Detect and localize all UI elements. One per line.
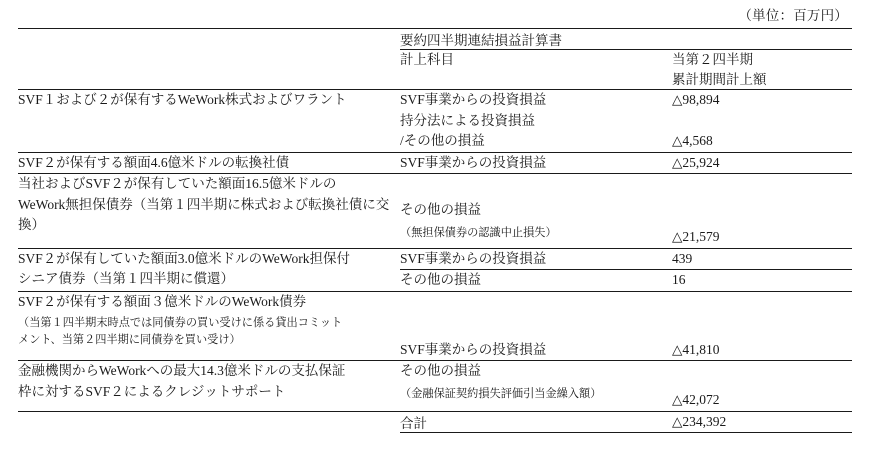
row-subject-line: SVF１および２が保有するWeWork株式およびワラント (18, 92, 347, 108)
row-amount: △25,924 (672, 152, 852, 174)
row-subject-line-text: シニア債券（当第１四半期に償還） (18, 271, 234, 287)
row-account-line1: 持分法による投資損益 (400, 112, 535, 128)
row-amount: △21,579 (672, 174, 852, 249)
header-period-label (672, 50, 852, 90)
table-row (18, 291, 852, 361)
row-subject (18, 291, 400, 361)
header-item-label: 計上科目 (400, 50, 672, 90)
table-row (18, 248, 852, 270)
row-subject-line: 金融機関からWeWorkへの最大14.3億米ドルの支払保証 (18, 363, 346, 379)
row-account-line2: （金融保証契約損失評価引当金繰入額） (400, 387, 602, 400)
row-subject (18, 248, 400, 291)
row-account-line1: その他の損益 (400, 363, 481, 379)
row-account: SVF事業からの投資損益 (400, 92, 547, 108)
header-empty-cell (18, 29, 400, 50)
row-amount: △98,894 (672, 92, 720, 108)
row-account: SVF事業からの投資損益 (400, 248, 672, 270)
row-account (400, 111, 672, 153)
row-account: その他の損益 (400, 270, 672, 292)
row-subject-line: （当第１四半期末時点では同債券の買い受けに係る貸出コミット (18, 317, 343, 330)
row-subject-line: 枠に対するSVF２によるクレジットサポート (18, 383, 286, 399)
row-subject (18, 152, 400, 174)
row-amount: △41,810 (672, 291, 852, 361)
row-account (400, 361, 672, 412)
table-title: 要約四半期連結損益計算書 (400, 29, 852, 50)
total-empty-cell (18, 411, 400, 433)
row-subject-line: 当社およびSVF２が保有していた額面16.5億米ドルの (18, 176, 337, 192)
row-account: SVF事業からの投資損益 (400, 152, 672, 174)
table-row (18, 174, 852, 249)
row-amount: 16 (672, 270, 852, 292)
row-amount: △4,568 (672, 111, 852, 153)
total-label: 合計 (400, 411, 672, 433)
table-row (18, 90, 852, 111)
table-header-title-row (18, 29, 852, 50)
row-account-line2: （無担保債券の認識中止損失） (400, 226, 557, 239)
unit-note: （単位：百万円） (738, 8, 848, 23)
row-subject-line: 換） (18, 217, 45, 233)
row-account (400, 174, 672, 249)
row-account: SVF事業からの投資損益 (400, 291, 672, 361)
table-row (18, 361, 852, 412)
table-header-columns-row (18, 50, 852, 90)
row-subject-line: SVF２が保有していた額面3.0億米ドルのWeWork担保付 (18, 250, 350, 266)
row-subject (18, 361, 400, 412)
row-account-line2: /その他の損益 (400, 133, 485, 149)
row-subject (18, 90, 400, 153)
total-amount: △234,392 (672, 411, 852, 433)
financial-table (18, 28, 852, 433)
header-period-line2: 累計期間計上額 (672, 71, 767, 87)
row-amount: 439 (672, 248, 852, 270)
row-subject-line: WeWork無担保債券（当第１四半期に株式および転換社債に交 (18, 196, 390, 212)
header-period-line1: 当第２四半期 (672, 52, 753, 67)
total-row (18, 411, 852, 433)
header-empty-cell-2 (18, 50, 400, 90)
row-subject-line: SVF２が保有する額面３億米ドルのWeWork債券 (18, 293, 307, 309)
row-subject-line: SVF２が保有する額面4.6億米ドルの転換社債 (18, 154, 290, 170)
row-subject-line: メント、当第２四半期に同債券を買い受け） (18, 334, 241, 347)
row-subject (18, 174, 400, 249)
row-amount: △42,072 (672, 361, 852, 412)
row-subject-line (18, 269, 400, 290)
table-row (18, 152, 852, 174)
row-account-line1: その他の損益 (400, 202, 481, 218)
